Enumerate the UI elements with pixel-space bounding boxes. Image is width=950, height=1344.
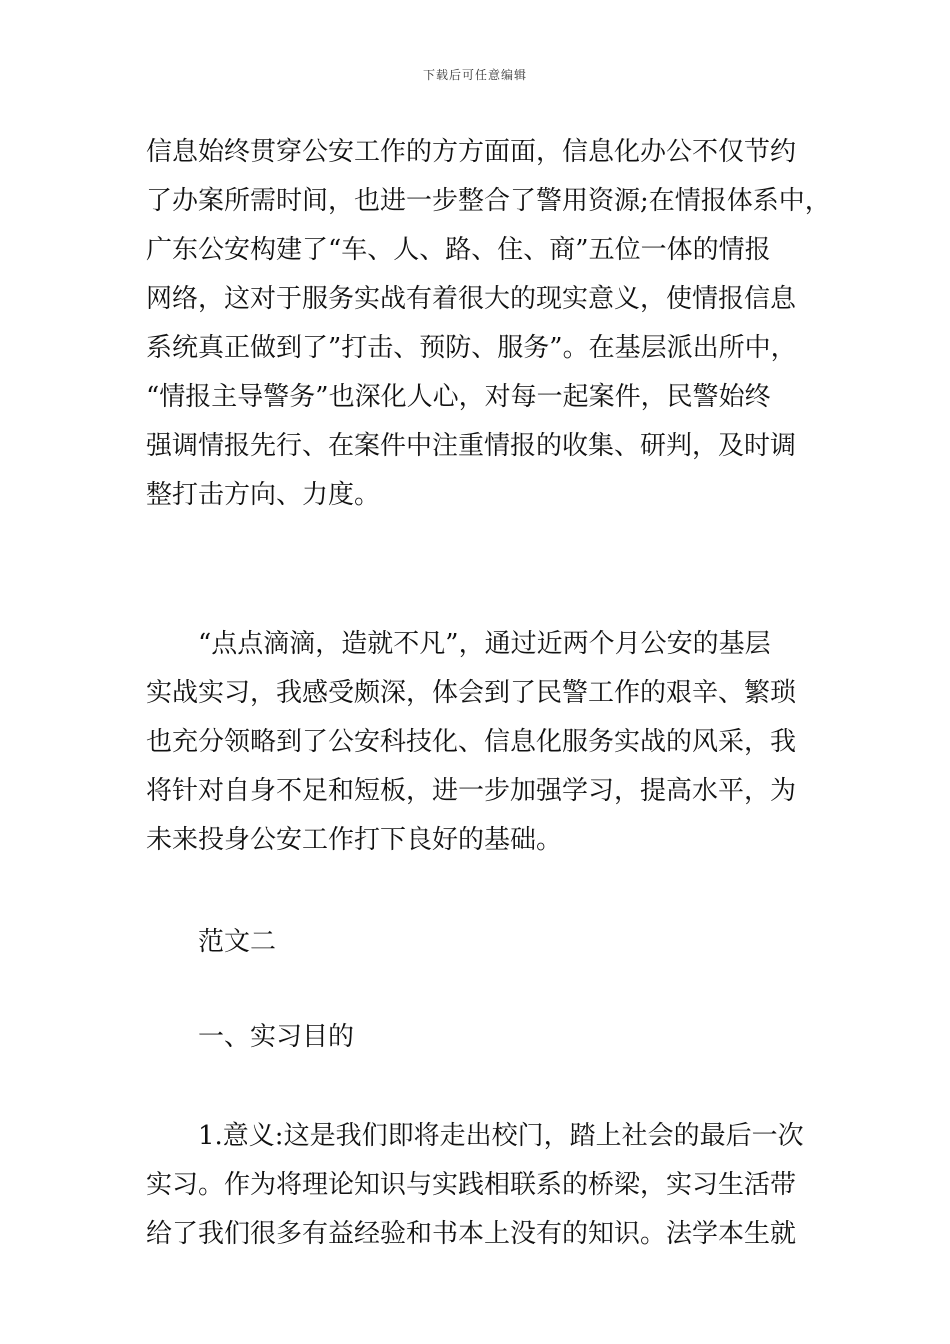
paragraph-gap [146,865,816,918]
text-line: 了办案所需时间，也进一步整合了警用资源;在情报体系中， [146,186,831,216]
text-line: 1.意义:这是我们即将走出校门，踏上社会的最后一次 [198,1121,804,1151]
text-line: 强调情报先行、在案件中注重情报的收集、研判，及时调 [146,431,797,461]
paragraph-2 [146,620,816,865]
heading-sample: 范文二 [198,927,277,957]
paragraph-gap [146,572,816,620]
text-line: 也充分领略到了公安科技化、信息化服务实战的风采，我 [146,727,797,757]
text-line: 信息始终贯穿公安工作的方方面面，信息化办公不仅节约 [146,137,797,167]
text-line: “点点滴滴，造就不凡”，通过近两个月公安的基层 [198,629,771,659]
text-line: “情报主导警务”也深化人心，对每一起案件，民警始终 [146,382,771,412]
sample-heading [146,918,816,967]
page-header-note: 下载后可任意编辑 [422,68,527,82]
text-line: 实战实习，我感受颇深，体会到了民警工作的艰辛、繁琐 [146,678,797,708]
paragraph-3 [146,1112,816,1259]
text-line: 将针对自身不足和短板，进一步加强学习，提高水平，为 [146,776,797,806]
document-body [146,128,831,1259]
paragraph-gap [146,1062,816,1112]
paragraph-1 [146,128,831,520]
text-line: 网络，这对于服务实战有着很大的现实意义，使情报信息 [146,284,797,314]
paragraph-gap [146,967,816,1013]
text-line: 广东公安构建了“车、人、路、住、商”五位一体的情报 [146,235,771,265]
text-line: 给了我们很多有益经验和书本上没有的知识。法学本生就 [146,1219,797,1249]
paragraph-gap [146,520,816,572]
text-line: 整打击方向、力度。 [146,480,381,510]
text-line: 系统真正做到了”打击、预防、服务”。在基层派出所中， [146,333,797,363]
section-heading [146,1013,816,1062]
text-line: 未来投身公安工作打下良好的基础。 [146,825,563,855]
heading-section: 一、实习目的 [198,1022,355,1052]
text-line: 实习。作为将理论知识与实践相联系的桥梁，实习生活带 [146,1170,797,1200]
